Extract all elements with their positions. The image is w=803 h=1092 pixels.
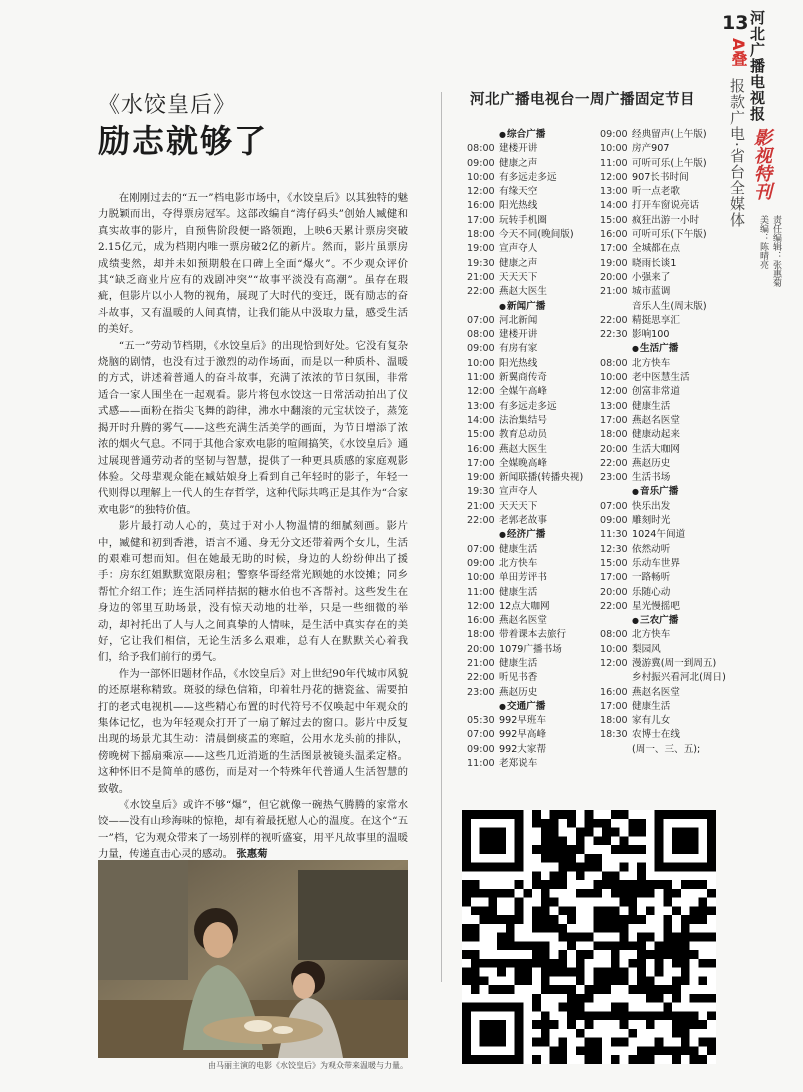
program-row <box>467 428 597 442</box>
program-row <box>467 514 597 528</box>
program-name: 创富非常道 <box>632 386 680 398</box>
program-name: 生活书场 <box>632 472 671 484</box>
program-name: 带着课本去旅行 <box>499 629 567 641</box>
program-row <box>467 471 597 485</box>
program-time: 19:30 <box>467 257 495 269</box>
program-time: 12:00 <box>467 186 495 198</box>
program-name: 992大家帮 <box>499 743 547 755</box>
edition-label: A叠 <box>729 38 748 67</box>
program-name: 听一点老歌 <box>632 186 680 198</box>
program-time: 11:00 <box>600 157 628 169</box>
program-time: 09:00 <box>467 743 495 755</box>
program-row <box>600 657 720 671</box>
program-row <box>600 700 720 714</box>
program-time: 10:00 <box>467 357 495 369</box>
program-row <box>467 400 597 414</box>
program-time: 21:00 <box>467 657 495 669</box>
program-time: 17:00 <box>600 700 628 712</box>
schedule-column-right <box>600 128 726 757</box>
program-name: 可听可乐(下午版) <box>632 229 707 241</box>
program-name: 雕刻时光 <box>632 515 671 527</box>
program-row <box>467 714 597 728</box>
program-name: 建楼开讲 <box>499 143 538 155</box>
program-name: 天天天下 <box>499 271 538 283</box>
program-name: 玩转手机圈 <box>499 214 547 226</box>
program-row <box>467 242 597 256</box>
paragraph-text: 《水饺皇后》或许不够“爆”，但它就像一碗热气腾腾的家常水饺——没有山珍海味的惊艳，却有着最抚慰人心的温度。在这个“五一”档，它为观众带来了一场别样的视听盛宴，用平凡故事里的温暖力量，传递直击心灵的感动。 <box>98 799 408 861</box>
program-row <box>600 571 720 585</box>
program-time: 17:00 <box>467 214 495 226</box>
program-name: 北方快车 <box>632 629 671 641</box>
program-time: 09:00 <box>467 157 495 169</box>
program-row <box>600 457 720 471</box>
schedule-column-left <box>467 128 597 771</box>
program-row <box>600 443 720 457</box>
program-name: 北方快车 <box>499 557 538 569</box>
program-name: 燕赵名医堂 <box>499 615 547 627</box>
channel-heading: ● 新闻广播 <box>467 300 597 314</box>
program-name: 燕赵名医堂 <box>632 686 680 698</box>
program-name: 乐随心动 <box>632 586 671 598</box>
program-name: 房产907 <box>632 143 670 155</box>
program-row <box>467 443 597 457</box>
program-time: 11:00 <box>467 586 495 598</box>
program-row <box>467 142 597 156</box>
program-name: 全媒午高峰 <box>499 386 547 398</box>
program-name: 健康生活 <box>499 657 538 669</box>
article-body <box>98 190 408 863</box>
program-time: 12:00 <box>467 386 495 398</box>
program-row <box>467 314 597 328</box>
editor-in-charge: 责任编辑：张惠菊 <box>771 215 781 287</box>
program-time: 20:00 <box>600 443 628 455</box>
program-row <box>467 271 597 285</box>
program-row <box>600 157 720 171</box>
program-row <box>600 686 720 700</box>
program-name: 燕赵历史 <box>499 686 538 698</box>
program-row <box>467 214 597 228</box>
program-time: 10:00 <box>467 572 495 584</box>
article-kicker: 《水饺皇后》 <box>98 93 237 118</box>
article-author: 张惠菊 <box>236 848 268 861</box>
program-row <box>600 142 720 156</box>
paragraph: 作为一部怀旧题材作品，《水饺皇后》对上世纪90年代城市风貌的还原堪称精致。斑驳的绿色信箱，印着牡丹花的搪瓷盆、需要拍打的老式电视机——这些精心布置的时代符号不仅唤起中年观众的集体记忆，也为年轻观众打开了一扇了解过去的窗口。影片中反复出现的场景尤其生动：清晨倒痰盂的寒暄，公用水龙头前的排队，傍晚树下摇扇乘凉——这些几近消逝的生活图景被镜头温柔定格。这种怀旧不是简单的感伤，而是对一个特殊年代普通人生活智慧的致敬。 <box>98 667 408 795</box>
program-row <box>600 228 720 242</box>
program-name: 有房有家 <box>499 343 538 355</box>
program-name: 992早班车 <box>499 715 547 727</box>
program-row <box>467 199 597 213</box>
program-time: 17:00 <box>600 572 628 584</box>
program-row <box>600 586 720 600</box>
program-time: 15:00 <box>600 557 628 569</box>
program-time: 10:00 <box>600 643 628 655</box>
program-name: 家有儿女 <box>632 715 671 727</box>
program-name: 河北新闻 <box>499 314 538 326</box>
program-time: 18:30 <box>600 729 628 741</box>
program-name: 老中医慧生活 <box>632 372 690 384</box>
editor-credits <box>756 215 782 287</box>
program-time: 14:00 <box>600 200 628 212</box>
program-row <box>600 199 720 213</box>
program-row <box>467 500 597 514</box>
channel-heading: ● 生活广播 <box>600 342 720 356</box>
program-row <box>600 242 720 256</box>
program-row <box>467 586 597 600</box>
program-row <box>600 185 720 199</box>
program-row <box>467 557 597 571</box>
program-row <box>600 214 720 228</box>
paragraph-last <box>98 797 408 863</box>
program-row <box>467 543 597 557</box>
program-time: 23:00 <box>600 472 628 484</box>
paragraph: 影片最打动人心的，莫过于对小人物温情的细腻刻画。影片中，臧健和初到香港，语言不通、身无分文还带着两个女儿，生活的艰难可想而知。但在她最无助的时候，身边的人纷纷伸出了援手：房东红姐默默宽限房租；警察华哥经常光顾她的水饺摊；同乡帮忙介绍工作；连生活同样拮据的糖水伯也不吝帮衬。这些发生在身边的邻里互助场景，没有惊天动地的壮举，只是一些细微的举动，却衬托出了人与人之间真挚的人情味，是生活中真实存在的美好，它让我们相信，无论生活多么艰难，总有人在默默关心着我们，给予我们前行的勇气。 <box>98 520 408 664</box>
program-row <box>600 428 720 442</box>
program-time: 17:00 <box>600 243 628 255</box>
program-time: 16:00 <box>467 615 495 627</box>
program-row <box>600 628 720 642</box>
program-time: 21:00 <box>467 271 495 283</box>
program-row <box>600 714 720 728</box>
program-time: 08:00 <box>600 357 628 369</box>
program-name: 有多远走多远 <box>499 171 557 183</box>
program-name: 建楼开讲 <box>499 329 538 341</box>
program-name: 1024午间道 <box>632 529 686 541</box>
photo-caption: 由马丽主演的电影《水饺皇后》为观众带来温暖与力量。 <box>208 1061 408 1070</box>
program-time: 18:00 <box>467 629 495 641</box>
program-time: 10:00 <box>600 372 628 384</box>
program-time: 20:00 <box>467 643 495 655</box>
program-name: 城市蓝调 <box>632 286 671 298</box>
program-name: 有缘天空 <box>499 186 538 198</box>
program-name: 燕赵名医堂 <box>632 414 680 426</box>
program-name: 打开车窗说亮话 <box>632 200 700 212</box>
program-name: 小强来了 <box>632 271 671 283</box>
program-name: 健康生活 <box>499 543 538 555</box>
page-number <box>722 12 748 34</box>
program-name: 1079广播书场 <box>499 643 562 655</box>
program-name: 燕赵历史 <box>632 457 671 469</box>
program-name: 晓雨长谈1 <box>632 257 677 269</box>
article-headline: 励志就够了 <box>98 122 269 160</box>
program-name: 梨园风 <box>632 643 661 655</box>
program-time: 12:30 <box>600 543 628 555</box>
program-name: 有多远走多远 <box>499 400 557 412</box>
program-name: 生活大咖网 <box>632 443 680 455</box>
program-row <box>467 600 597 614</box>
program-continuation: 乡村振兴看河北(周日) <box>632 672 726 684</box>
program-time: 16:00 <box>467 443 495 455</box>
film-still-illustration <box>98 860 408 1058</box>
program-name: 精挺思享汇 <box>632 314 680 326</box>
program-name: 全城都在点 <box>632 243 680 255</box>
program-name: 北方快车 <box>632 357 671 369</box>
program-row <box>600 557 720 571</box>
program-row <box>600 471 720 485</box>
program-name: 全媒晚高峰 <box>499 457 547 469</box>
program-row <box>467 686 597 700</box>
program-name: 阳光热线 <box>499 200 538 212</box>
program-row <box>467 614 597 628</box>
program-name: 单田芳评书 <box>499 572 547 584</box>
program-time: 22:00 <box>467 515 495 527</box>
program-row <box>600 128 720 142</box>
program-time: 14:00 <box>467 414 495 426</box>
program-name: 992早高峰 <box>499 729 547 741</box>
program-time: 08:00 <box>467 143 495 155</box>
program-time: 07:00 <box>467 729 495 741</box>
program-row <box>600 371 720 385</box>
program-time: 13:00 <box>467 400 495 412</box>
program-row <box>600 514 720 528</box>
program-row <box>467 157 597 171</box>
program-continuation: (周一、三、五); <box>632 743 701 755</box>
program-time: 20:00 <box>600 586 628 598</box>
program-row <box>600 414 720 428</box>
program-name: 听见书香 <box>499 672 538 684</box>
program-time: 10:00 <box>467 171 495 183</box>
program-time: 19:00 <box>467 472 495 484</box>
program-time: 09:00 <box>467 343 495 355</box>
program-name: 宣声夺人 <box>499 243 538 255</box>
program-time: 13:00 <box>600 186 628 198</box>
program-time: 16:00 <box>600 229 628 241</box>
program-time: 09:00 <box>600 129 628 140</box>
qr-code[interactable] <box>462 810 716 1064</box>
program-time: 20:00 <box>600 271 628 283</box>
program-row <box>467 743 597 757</box>
program-row <box>467 285 597 299</box>
program-row <box>467 185 597 199</box>
channel-heading: ● 经济广播 <box>467 528 597 542</box>
program-time: 12:00 <box>467 600 495 612</box>
special-edition-mark: 影视特刊 <box>751 128 772 200</box>
program-time: 07:00 <box>600 500 628 512</box>
program-row <box>600 314 720 328</box>
section-label: 报款广电·省台全媒体 <box>728 78 746 228</box>
program-continuation: 音乐人生(周末版) <box>632 300 707 312</box>
program-row <box>467 228 597 242</box>
program-name: 影响100 <box>632 329 670 341</box>
channel-heading: ● 综合广播 <box>467 128 597 142</box>
program-row <box>467 485 597 499</box>
program-time: 11:00 <box>467 758 495 770</box>
program-row <box>467 643 597 657</box>
program-name: 907长书时间 <box>632 171 689 183</box>
program-name: 经典留声(上午版) <box>632 129 707 140</box>
program-time: 07:00 <box>467 314 495 326</box>
program-name: 农博士在线 <box>632 729 680 741</box>
program-row <box>600 285 720 299</box>
program-row <box>600 500 720 514</box>
program-time: 18:00 <box>600 715 628 727</box>
program-name: 老郭老故事 <box>499 515 547 527</box>
program-row <box>600 271 720 285</box>
program-time: 22:30 <box>600 329 628 341</box>
program-name: 天天天下 <box>499 500 538 512</box>
program-time: 08:00 <box>467 329 495 341</box>
program-time: 22:00 <box>467 672 495 684</box>
program-name: 法治集结号 <box>499 414 547 426</box>
program-name: 一路畅听 <box>632 572 671 584</box>
channel-heading: ● 交通广播 <box>467 700 597 714</box>
program-row <box>467 628 597 642</box>
program-row <box>467 657 597 671</box>
program-row <box>467 671 597 685</box>
program-row <box>600 257 720 271</box>
program-time: 21:00 <box>600 286 628 298</box>
program-time: 18:00 <box>600 429 628 441</box>
program-row <box>467 385 597 399</box>
program-time: 21:00 <box>467 500 495 512</box>
program-time: 10:00 <box>600 143 628 155</box>
program-name: 教育总动员 <box>499 429 547 441</box>
program-name: 12点大咖网 <box>499 600 550 612</box>
program-name: 阳光热线 <box>499 357 538 369</box>
program-time: 17:00 <box>600 414 628 426</box>
program-row <box>467 571 597 585</box>
program-row <box>467 342 597 356</box>
program-time: 16:00 <box>600 686 628 698</box>
program-name: 依然动听 <box>632 543 671 555</box>
film-still-photo <box>98 860 408 1058</box>
program-row <box>467 414 597 428</box>
program-name: 健康之声 <box>499 157 538 169</box>
program-time: 11:00 <box>467 372 495 384</box>
program-row <box>467 257 597 271</box>
program-row <box>467 728 597 742</box>
program-time: 08:00 <box>600 629 628 641</box>
program-row <box>600 643 720 657</box>
program-row <box>600 600 720 614</box>
program-row <box>600 400 720 414</box>
schedule-title: 河北广播电视台一周广播固定节目 <box>470 92 695 108</box>
program-row <box>467 328 597 342</box>
program-time: 19:00 <box>467 243 495 255</box>
program-row <box>600 385 720 399</box>
program-time: 12:00 <box>600 386 628 398</box>
channel-heading: ● 音乐广播 <box>600 485 720 499</box>
program-row <box>467 371 597 385</box>
program-time: 19:30 <box>467 486 495 498</box>
channel-heading: ● 三农广播 <box>600 614 720 628</box>
qr-code-image <box>462 810 716 1064</box>
program-name: 快乐出发 <box>632 500 671 512</box>
program-time: 11:30 <box>600 529 628 541</box>
program-time: 15:00 <box>467 429 495 441</box>
program-name: 疯狂出游一小时 <box>632 214 700 226</box>
program-time: 13:00 <box>600 400 628 412</box>
program-time: 09:00 <box>600 515 628 527</box>
program-time: 22:00 <box>600 600 628 612</box>
program-time: 19:00 <box>600 257 628 269</box>
program-name: 健康生活 <box>632 700 671 712</box>
program-name: 新闻联播(转播央视) <box>499 472 584 484</box>
art-editor: 美编：陈晴亮 <box>758 215 768 269</box>
program-name: 燕赵大医生 <box>499 286 547 298</box>
program-name: 健康生活 <box>499 586 538 598</box>
column-divider <box>441 92 442 982</box>
program-name: 今天不同(晚间版) <box>499 229 574 241</box>
program-name: 乐动车世界 <box>632 557 680 569</box>
program-row <box>600 171 720 185</box>
paper-name: 河北广播电视报 <box>748 10 766 122</box>
program-time: 15:00 <box>600 214 628 226</box>
program-row <box>600 728 720 742</box>
program-name: 老郑说车 <box>499 758 538 770</box>
program-name: 健康生活 <box>632 400 671 412</box>
paragraph: “五一”劳动节档期，《水饺皇后》的出现恰到好处。它没有复杂烧脑的剧情，也没有过于激烈的动作场面，而是以一种质朴、温暖的方式，讲述着普通人的奋斗故事，充满了浓浓的节日氛围，非常适合一家人围坐在一起观看。影片将包水饺这一日常活动拍出了仪式感——面粉在指尖飞舞的韵律，沸水中翻滚的元宝状饺子，蒸笼揭开时升腾的雾气——这些充满生活美学的画面，为节日增添了浓浓的烟火气息。不同于其他合家欢电影的喧闹搞笑，《水饺皇后》通过展现普通劳动者的坚韧与智慧，提供了一种更具质感的家庭观影体验。父母辈观众能在臧姑娘身上看到自己年轻时的影子，年轻一代则得以理解上一代人的生存哲学，这种代际共鸣正是其作为“合家欢电影”的独特价值。 <box>98 339 408 516</box>
program-row <box>467 457 597 471</box>
program-time: 22:00 <box>600 457 628 469</box>
program-time: 23:00 <box>467 686 495 698</box>
program-name: 可听可乐(上午版) <box>632 157 707 169</box>
program-row <box>467 357 597 371</box>
program-time: 12:00 <box>600 657 628 669</box>
program-name: 健康动起来 <box>632 429 680 441</box>
program-time: 22:00 <box>467 286 495 298</box>
program-row <box>600 328 720 342</box>
program-time: 12:00 <box>600 171 628 183</box>
page-number-text: 13 <box>722 12 749 34</box>
program-time: 09:00 <box>467 557 495 569</box>
program-row <box>467 171 597 185</box>
program-name: 漫游冀(周一到周五) <box>632 657 717 669</box>
program-row <box>600 357 720 371</box>
program-row <box>467 757 597 771</box>
program-row <box>600 528 720 542</box>
paragraph: 在刚刚过去的“五一”档电影市场中，《水饺皇后》以其独特的魅力脱颖而出，夺得票房冠军。这部改编自“湾仔码头”创始人臧健和真实故事的影片，自预售阶段便一路领跑，上映6天累计票房突破2.15亿元，成为档期内唯一票房破2亿的新片。然而，影片虽票房成绩斐然，却并未如预期般在口碑上全面“爆火”。不少观众评价其“缺乏商业片应有的戏剧冲突”“故事平淡没有高潮”。虽存在瑕疵，但影片以小人物的视角，展现了大时代的变迁，既有励志的奋斗故事，又有温暖的人间真情，让我们能从中汲取力量，感受生活的美好。 <box>98 192 408 336</box>
program-name: 宣声夺人 <box>499 486 538 498</box>
program-name: 燕赵大医生 <box>499 443 547 455</box>
program-name: 新翼商传奇 <box>499 372 547 384</box>
program-row <box>600 543 720 557</box>
program-time: 07:00 <box>467 543 495 555</box>
program-time: 22:00 <box>600 314 628 326</box>
program-name: 星光慢摇吧 <box>632 600 680 612</box>
program-name: 健康之声 <box>499 257 538 269</box>
program-time: 16:00 <box>467 200 495 212</box>
program-time: 05:30 <box>467 715 495 727</box>
program-time: 17:00 <box>467 457 495 469</box>
program-time: 18:00 <box>467 229 495 241</box>
